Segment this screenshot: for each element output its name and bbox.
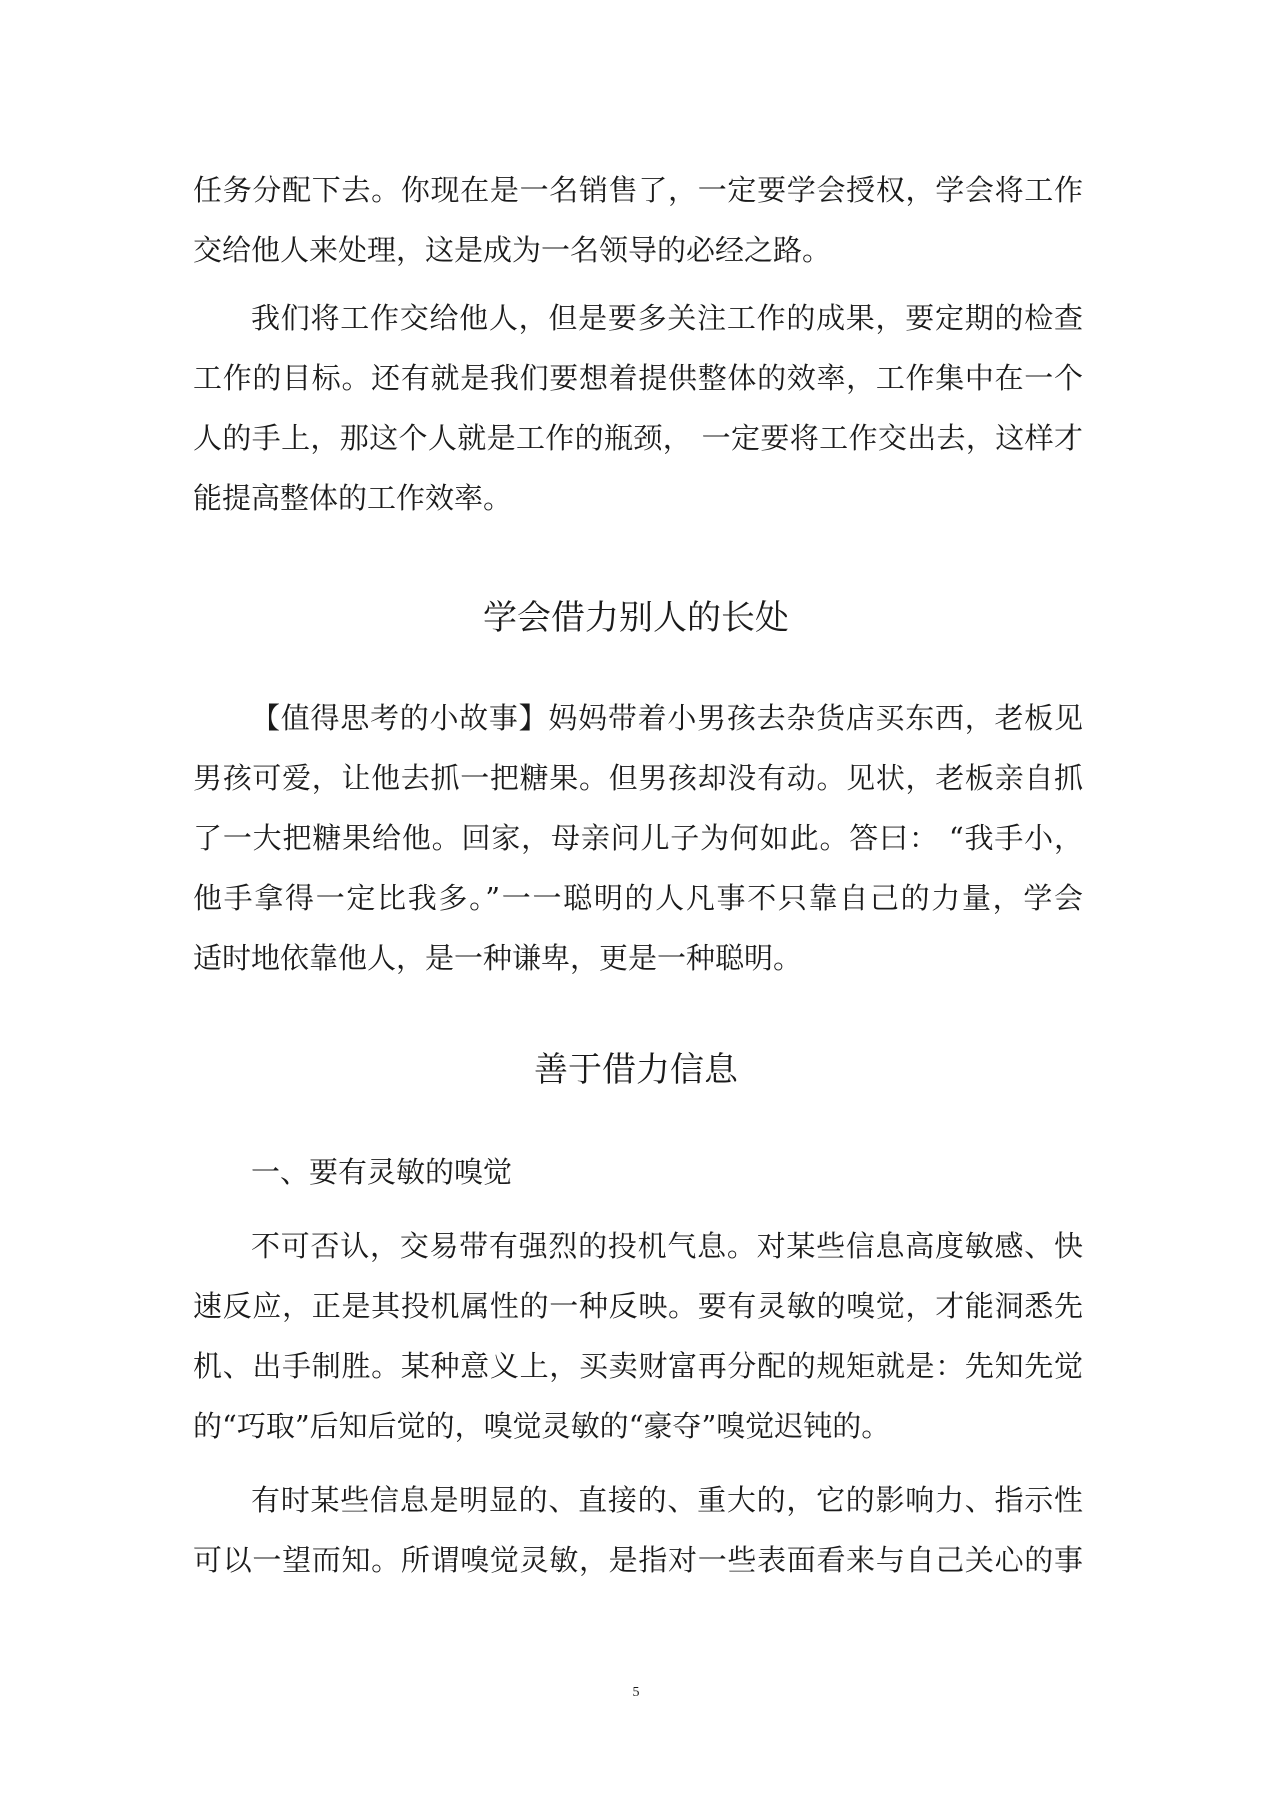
- subsection-heading: 一、要有灵敏的嗅觉: [251, 1155, 513, 1189]
- page-number: 5: [632, 1685, 640, 1700]
- para5-line-1: 有时某些信息是明显的、直接的、重大的，它的影响力、指示性: [251, 1483, 1083, 1517]
- para1-line-2: 交给他人来处理，这是成为一名领导的必经之路。: [193, 233, 832, 267]
- para4-line-3: 机、出手制胜。某种意义上，买卖财富再分配的规矩就是：先知先觉: [193, 1349, 1083, 1383]
- section-heading-2: 善于借力信息: [534, 1050, 738, 1090]
- para3-line-2: 男孩可爱，让他去抓一把糖果。但男孩却没有动。见状，老板亲自抓: [193, 761, 1083, 795]
- para2-line-1: 我们将工作交给他人，但是要多关注工作的成果，要定期的检查: [251, 301, 1083, 335]
- para5-line-2: 可以一望而知。所谓嗅觉灵敏，是指对一些表面看来与自己关心的事: [193, 1543, 1083, 1577]
- para4-line-2: 速反应，正是其投机属性的一种反映。要有灵敏的嗅觉，才能洞悉先: [193, 1289, 1083, 1323]
- para2-line-2: 工作的目标。还有就是我们要想着提供整体的效率，工作集中在一个: [193, 361, 1083, 395]
- para3-line-5: 适时地依靠他人，是一种谦卑，更是一种聪明。: [193, 941, 803, 975]
- section-heading-1: 学会借力别人的长处: [483, 598, 789, 638]
- para3-line-4: 他手拿得一定比我多。”一一聪明的人凡事不只靠自己的力量，学会: [193, 881, 1083, 915]
- para4-line-4: 的“巧取”后知后觉的，嗅觉灵敏的“豪夺”嗅觉迟钝的。: [193, 1409, 891, 1443]
- para3-line-1: 【值得思考的小故事】妈妈带着小男孩去杂货店买东西，老板见: [251, 701, 1083, 735]
- para2-line-3: 人的手上，那这个人就是工作的瓶颈， 一定要将工作交出去，这样才: [193, 421, 1083, 455]
- para4-line-1: 不可否认，交易带有强烈的投机气息。对某些信息高度敏感、快: [251, 1229, 1083, 1263]
- para2-line-4: 能提高整体的工作效率。: [193, 481, 513, 515]
- para1-line-1: 任务分配下去。你现在是一名销售了，一定要学会授权，学会将工作: [193, 173, 1083, 207]
- para3-line-3: 了一大把糖果给他。回家，母亲问儿子为何如此。答曰： “我手小，: [193, 821, 1083, 855]
